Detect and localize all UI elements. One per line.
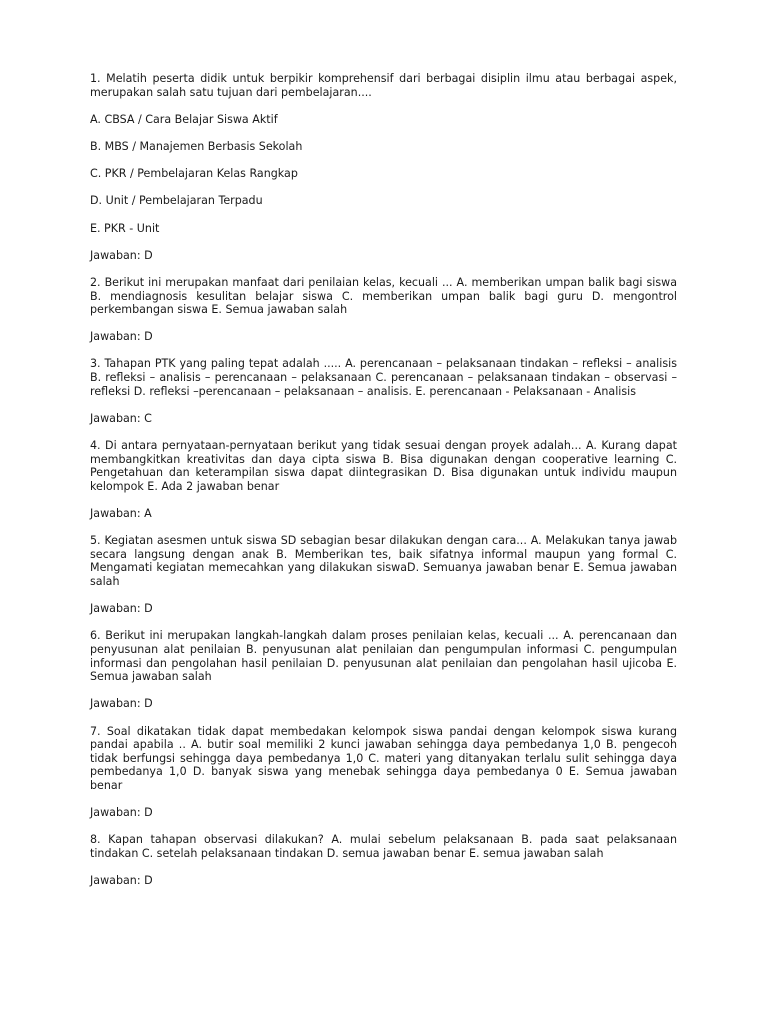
question-1-option-b: B. MBS / Manajemen Berbasis Sekolah: [90, 139, 303, 153]
question-7-answer: Jawaban: D: [90, 806, 153, 820]
question-2-answer: Jawaban: D: [90, 330, 153, 344]
question-6-answer: Jawaban: D: [90, 697, 153, 711]
question-5-text: 5. Kegiatan asesmen untuk siswa SD sebagian besar dilakukan dengan cara... A. Melakukan tanya jawab secara langsung dengan anak B. Memberikan tes, baik sifatnya informal maupun yang formal C. Mengamati kegiatan memecahkan yang dilakukan siswaD. Semuanya jawaban benar E. Semua jawaban salah: [90, 534, 677, 588]
question-1-option-c: C. PKR / Pembelajaran Kelas Rangkap: [90, 167, 298, 181]
question-7-text: 7. Soal dikatakan tidak dapat membedakan kelompok siswa pandai dengan kelompok siswa kurang pandai apabila .. A. butir soal memiliki 2 kunci jawaban sehingga daya pembedanya 1,0 B. pengecoh tidak berfungsi sehingga daya pembedanya 1,0 C. materi yang ditanyakan terlalu sulit sehingga daya pembedanya 1,0 D. banyak siswa yang menebak sehingga daya pembedanya 0 E. Semua jawaban benar: [90, 724, 677, 792]
question-4-text: 4. Di antara pernyataan-pernyataan berikut yang tidak sesuai dengan proyek adalah... A. Kurang dapat membangkitkan kreativitas dan daya cipta siswa B. Bisa digunakan dengan cooperative learning C. Pengetahuan dan keterampilan siswa dapat diintegrasikan D. Bisa digunakan untuk individu maupun kelompok E. Ada 2 jawaban benar: [90, 439, 677, 493]
question-1-option-a: A. CBSA / Cara Belajar Siswa Aktif: [90, 112, 278, 126]
question-1-option-d: D. Unit / Pembelajaran Terpadu: [90, 194, 263, 208]
question-3-answer: Jawaban: C: [90, 411, 152, 425]
question-8-answer: Jawaban: D: [90, 874, 153, 888]
document-page: [90, 72, 677, 901]
question-1-option-e: E. PKR - Unit: [90, 221, 160, 235]
question-1-answer: Jawaban: D: [90, 248, 153, 262]
question-4-answer: Jawaban: A: [90, 507, 152, 520]
question-6-text: 6. Berikut ini merupakan langkah-langkah dalam proses penilaian kelas, kecuali ... A. perencanaan dan penyusunan alat penilaian B. penyusunan alat penilaian dan pengumpulan informasi C. pengumpulan informasi dan pengolahan hasil penilaian D. penyusunan alat penilaian dan pengolahan hasil ujicoba E. Semua jawaban salah: [90, 629, 677, 684]
question-8-text: 8. Kapan tahapan observasi dilakukan? A. mulai sebelum pelaksanaan B. pada saat pelaksanaan tindakan C. setelah pelaksanaan tindakan D. semua jawaban benar E. semua jawaban salah: [90, 833, 677, 860]
question-1-text: 1. Melatih peserta didik untuk berpikir komprehensif dari berbagai disiplin ilmu atau berbagai aspek, merupakan salah satu tujuan dari pembelajaran....: [90, 72, 677, 99]
question-2-text: 2. Berikut ini merupakan manfaat dari penilaian kelas, kecuali ... A. memberikan umpan balik bagi siswa B. mendiagnosis kesulitan belajar siswa C. memberikan umpan balik bagi guru D. mengontrol perkembangan siswa E. Semua jawaban salah: [90, 275, 677, 317]
question-5-answer: Jawaban: D: [90, 602, 153, 616]
question-3-text: 3. Tahapan PTK yang paling tepat adalah ..... A. perencanaan – pelaksanaan tindakan – refleksi – analisis B. refleksi – analisis – perencanaan – pelaksanaan C. perencanaan – pelaksanaan tindakan – observasi – refleksi D. refleksi –perencanaan – pelaksanaan – analisis. E. perencanaan - Pelaksanaan - Analisis: [90, 357, 677, 398]
